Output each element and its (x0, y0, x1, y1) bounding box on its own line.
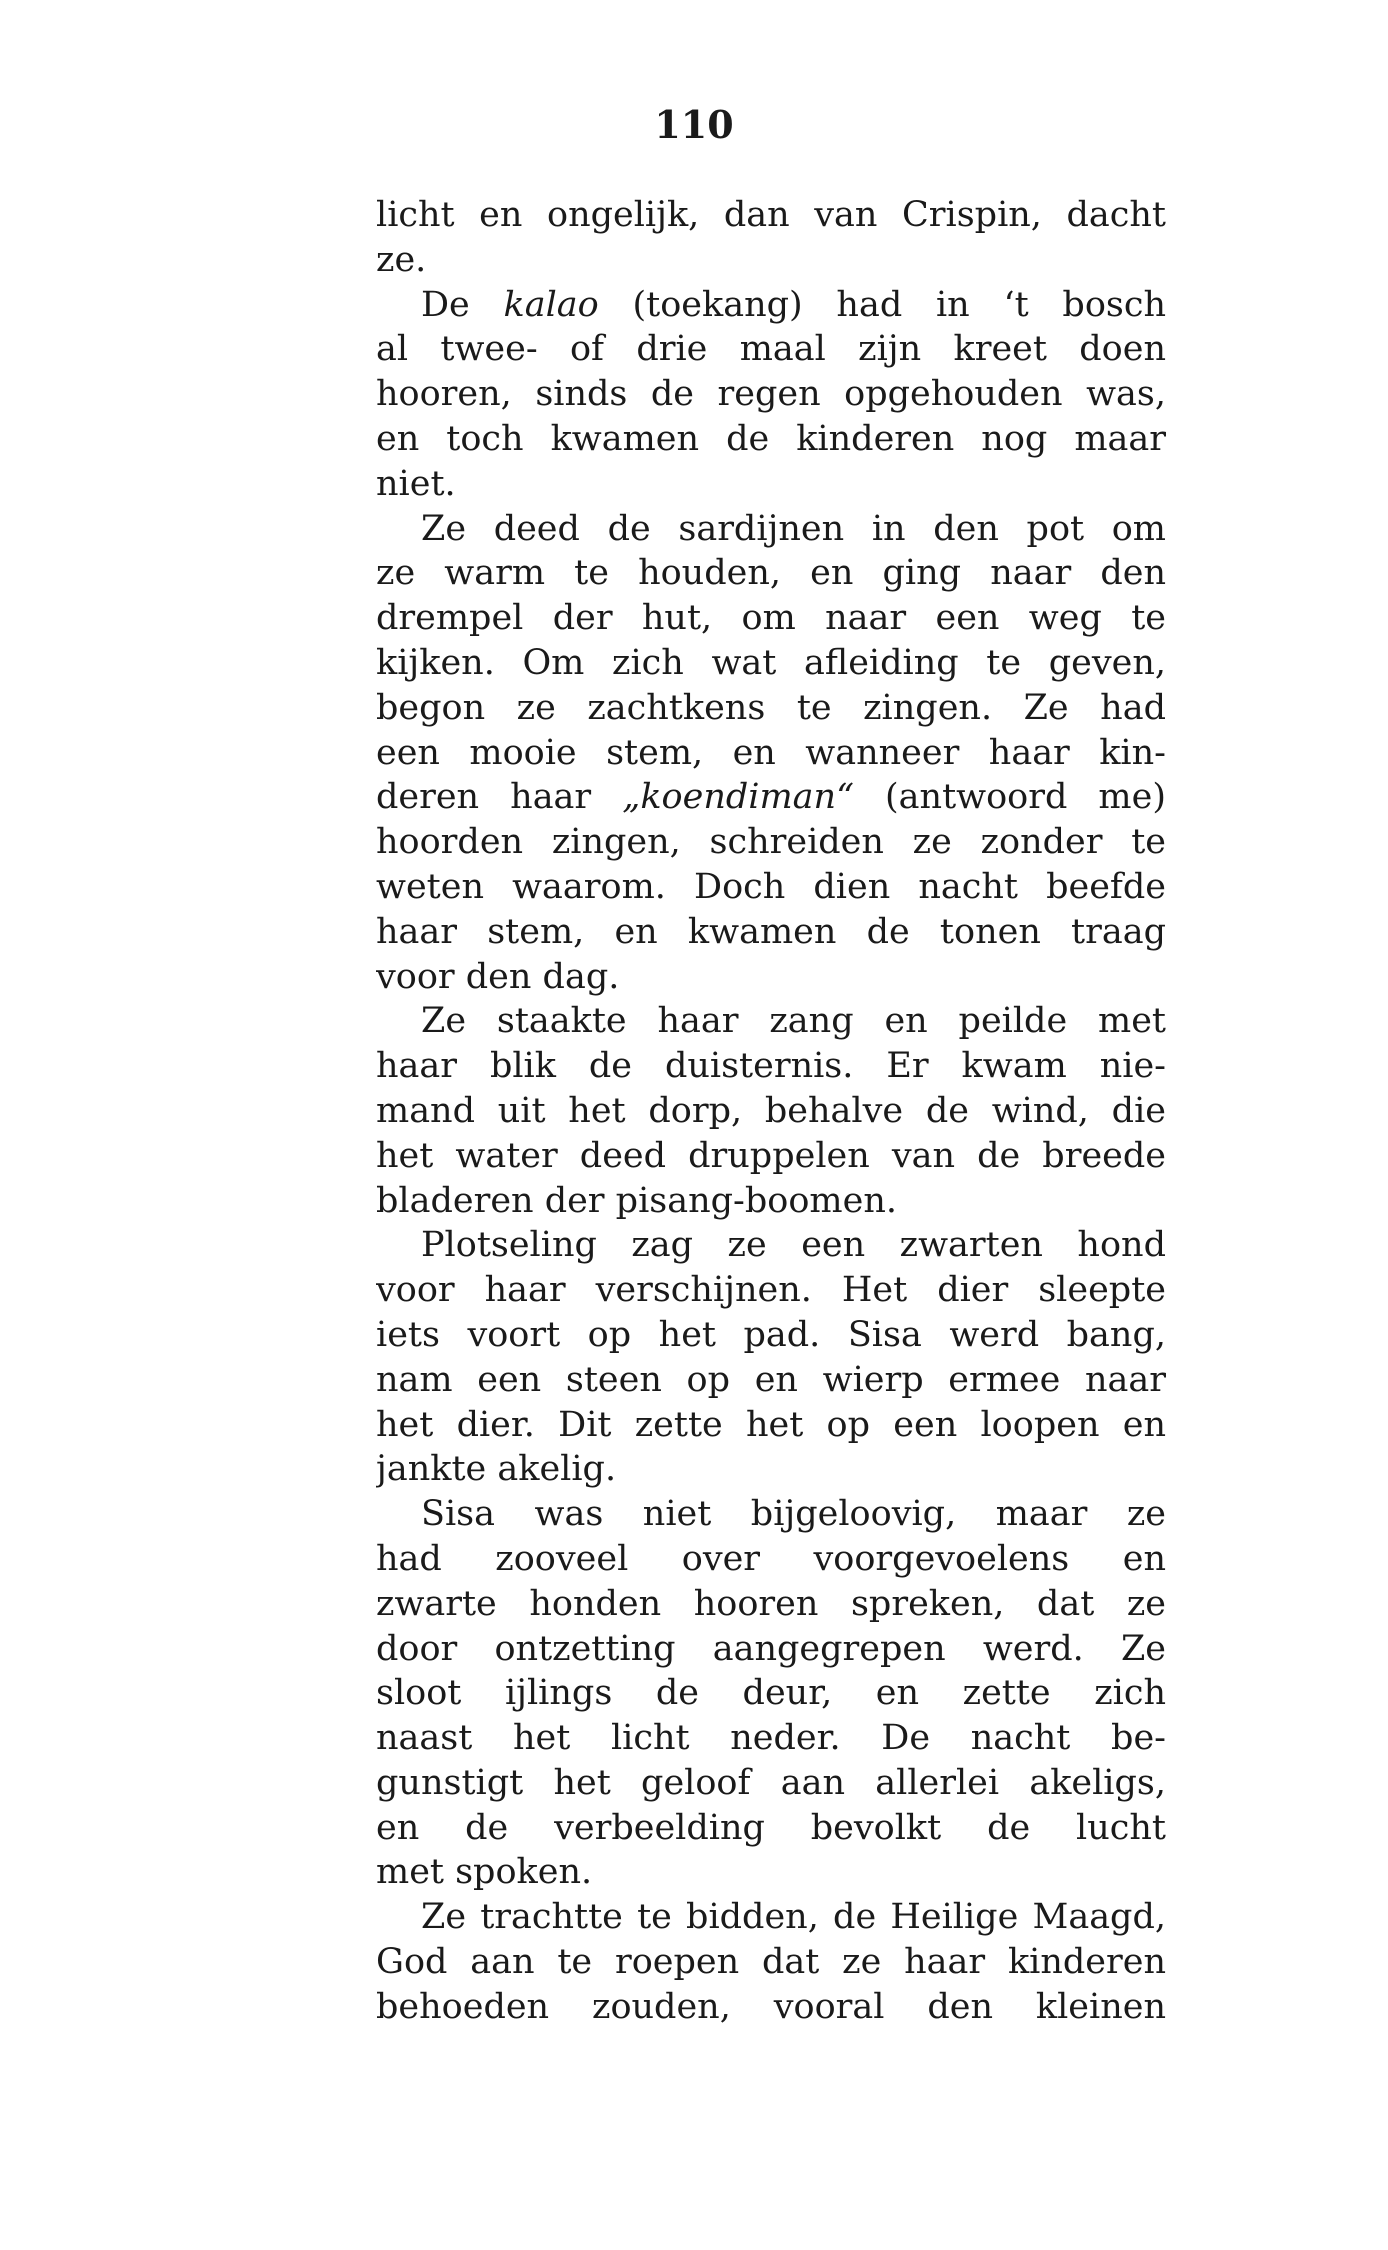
body-text (376, 193, 1166, 2030)
text-line (376, 1089, 1166, 1134)
text-segment: al twee- of drie maal zijn kreet doen (376, 329, 1166, 370)
text-segment: mand uit het dorp, behalve de wind, die (376, 1090, 1166, 1131)
text-segment: naast het licht neder. De nacht be- (376, 1718, 1166, 1759)
text-line (376, 551, 1166, 596)
text-line (376, 238, 1166, 283)
text-line (376, 193, 1166, 238)
text-segment: voor haar verschijnen. Het dier sleepte (376, 1270, 1166, 1311)
text-line (376, 1537, 1166, 1582)
text-segment: een mooie stem, en wanneer haar kin- (376, 732, 1166, 773)
text-line (376, 1627, 1166, 1672)
text-segment: jankte akelig. (376, 1449, 617, 1490)
text-segment: het water deed druppelen van de breede (376, 1135, 1166, 1176)
text-line (376, 283, 1166, 328)
text-line (376, 686, 1166, 731)
text-line (376, 462, 1166, 507)
text-line (376, 1582, 1166, 1627)
text-line (376, 1761, 1166, 1806)
text-segment: gunstigt het geloof aan allerlei akeligs, (376, 1762, 1166, 1803)
text-segment: en toch kwamen de kinderen nog maar (376, 418, 1166, 459)
text-line (376, 372, 1166, 417)
text-line (376, 507, 1166, 552)
italic-term: „koendiman“ (622, 777, 854, 818)
text-segment: door ontzetting aangegrepen werd. Ze (376, 1628, 1166, 1669)
text-line (376, 1850, 1166, 1895)
text-line (376, 1447, 1166, 1492)
text-line (376, 1895, 1166, 1940)
text-segment: ze. (376, 239, 427, 280)
text-segment: haar stem, en kwamen de tonen traag (376, 911, 1166, 952)
text-segment: begon ze zachtkens te zingen. Ze had (376, 687, 1166, 728)
text-line (376, 1044, 1166, 1089)
text-segment: het dier. Dit zette het op een loopen en (376, 1404, 1166, 1445)
italic-term: kalao (503, 284, 599, 325)
text-segment: drempel der hut, om naar een weg te (376, 598, 1166, 639)
text-segment: bladeren der pisang-boomen. (376, 1180, 897, 1221)
text-line (376, 1403, 1166, 1448)
text-line (376, 1223, 1166, 1268)
text-segment: met spoken. (376, 1852, 593, 1893)
text-segment: kijken. Om zich wat afleiding te geven, (376, 642, 1166, 683)
text-segment: haar blik de duisternis. Er kwam nie- (376, 1046, 1166, 1087)
text-segment: Ze staakte haar zang en peilde met (421, 1001, 1166, 1042)
text-line (376, 641, 1166, 686)
text-segment: had zooveel over voorgevoelens en (376, 1538, 1166, 1579)
text-segment: behoeden zouden, vooral den kleinen (376, 1986, 1166, 2027)
text-segment: Ze trachtte te bidden, de Heilige Maagd, (421, 1897, 1166, 1938)
text-line (376, 596, 1166, 641)
text-segment: hooren, sinds de regen opgehouden was, (376, 374, 1166, 415)
page-number: 110 (654, 102, 734, 147)
text-segment: zwarte honden hooren spreken, dat ze (376, 1583, 1166, 1624)
text-segment: en de verbeelding bevolkt de lucht (376, 1807, 1166, 1848)
text-segment: Ze deed de sardijnen in den pot om (421, 508, 1166, 549)
text-line (376, 775, 1166, 820)
text-line (376, 327, 1166, 372)
text-line (376, 820, 1166, 865)
text-line (376, 910, 1166, 955)
text-segment: voor den dag. (376, 956, 620, 997)
text-line (376, 1268, 1166, 1313)
text-segment: ze warm te houden, en ging naar den (376, 553, 1166, 594)
text-line (376, 1134, 1166, 1179)
text-segment: sloot ijlings de deur, en zette zich (376, 1673, 1166, 1714)
text-line (376, 1806, 1166, 1851)
text-segment: God aan te roepen dat ze haar kinderen (376, 1942, 1166, 1983)
text-line (376, 1671, 1166, 1716)
text-line (376, 1716, 1166, 1761)
text-segment: Plotseling zag ze een zwarten hond (421, 1225, 1166, 1266)
text-line (376, 1940, 1166, 1985)
text-line (376, 955, 1166, 1000)
text-segment: Sisa was niet bijgeloovig, maar ze (421, 1494, 1166, 1535)
text-line (376, 417, 1166, 462)
text-line (376, 999, 1166, 1044)
text-segment: niet. (376, 463, 456, 504)
text-line (376, 1179, 1166, 1224)
text-segment: weten waarom. Doch dien nacht beefde (376, 866, 1166, 907)
text-segment: De (421, 284, 504, 325)
text-segment: nam een steen op en wierp ermee naar (376, 1359, 1166, 1400)
text-line (376, 731, 1166, 776)
text-segment: licht en ongelijk, dan van Crispin, dacht (376, 195, 1166, 235)
text-segment: (antwoord me) (853, 777, 1166, 818)
text-line (376, 1492, 1166, 1537)
text-segment: hoorden zingen, schreiden ze zonder te (376, 822, 1166, 863)
text-segment: deren haar (376, 777, 623, 818)
text-segment: (toekang) had in ‘t bosch (598, 284, 1166, 325)
text-line (376, 865, 1166, 910)
text-segment: iets voort op het pad. Sisa werd bang, (376, 1314, 1166, 1355)
text-line (376, 1985, 1166, 2030)
text-line (376, 1313, 1166, 1358)
text-line (376, 1358, 1166, 1403)
